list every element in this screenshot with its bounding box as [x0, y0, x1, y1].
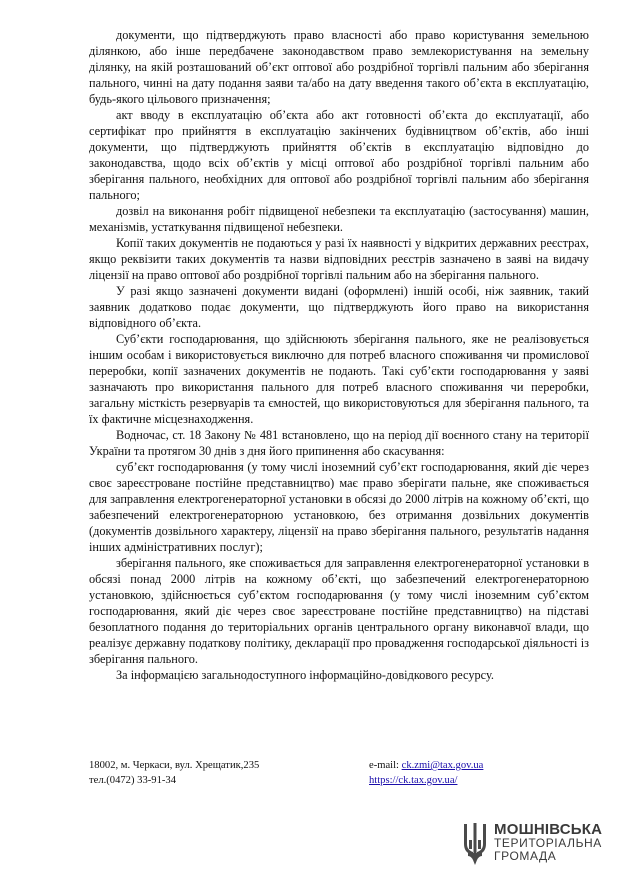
- footer-contacts: [89, 758, 339, 788]
- community-logo: [462, 820, 608, 868]
- paragraph: Суб’єкти господарювання, що здійснюють зберігання пального, яке не реалізовується іншим особам і використовується виключно для потреб власного споживання чи промислової переробки, копії зазначених документів не подають. Такі суб’єкти господарювання у заяві зазначають про використання пального для потреб власного споживання чи переробки, загальну місткість резервуарів та ємностей, що використовуються для зберігання пального, та їх фактичне місцезнаходження.: [89, 332, 589, 426]
- paragraph: У разі якщо зазначені документи видані (оформлені) іншій особі, ніж заявник, такий заявник додатково подає документи, що підтверджують його право на використання відповідного об’єкта.: [89, 284, 589, 330]
- footer-address: 18002, м. Черкаси, вул. Хрещатик,235: [89, 760, 260, 771]
- trident-icon: [462, 822, 488, 866]
- paragraph: акт вводу в експлуатацію об’єкта або акт готовності об’єкта до експлуатації, або сертифікат про прийняття в експлуатацію закінчених будівництвом об’єктів, або інші документи, що підтверджують прийняття об’єктів в експлуатацію відповідно до законодавства, щодо всіх об’єктів у місці оптової або роздрібної торгівлі пальним або зберігання пального, необхідних для оптової або роздрібної торгівлі пальним або зберігання пального;: [89, 108, 589, 202]
- paragraph: Водночас, ст. 18 Закону № 481 встановлено, що на період дії воєнного стану на території України та протягом 30 днів з дня його припинення або скасування:: [89, 428, 589, 458]
- logo-subtitle-1: ТЕРИТОРІАЛЬНА: [494, 836, 602, 850]
- logo-title: МОШНІВСЬКА: [494, 821, 603, 838]
- document-body: [89, 27, 589, 683]
- paragraph: суб’єкт господарювання (у тому числі іноземний суб’єкт господарювання, який діє через своє зареєстроване постійне представництво) має право зберігати пальне, яке споживається для заправлення електрогенераторної установки в обсязі до 2000 літрів на кожному об’єкті, що забезпечений електрогенераторною установкою, без отримання дозвільних документів (документів дозвільного характеру, ліцензії на право зберігання пального, результатів надання інших адміністративних послуг);: [89, 460, 589, 554]
- paragraph: За інформацією загальнодоступного інформаційно-довідкового ресурсу.: [116, 668, 494, 682]
- website-link[interactable]: https://ck.tax.gov.ua/: [369, 775, 458, 786]
- footer-phone: тел.(0472) 33-91-34: [89, 775, 176, 786]
- paragraph: Копії таких документів не подаються у разі їх наявності у відкритих державних реєстрах, якщо реквізити таких документів та назви відповідних реєстрів зазначено в заяві на видачу ліцензії на право оптової або роздрібної торгівлі пальним або на зберігання пального.: [89, 236, 589, 282]
- paragraph: зберігання пального, яке споживається для заправлення електрогенераторної установки в обсязі понад 2000 літрів на кожному об’єкті, що забезпечений електрогенераторною установкою, здійснюється суб’єктом господарювання (у тому числі іноземним суб’єктом господарювання, який діє через своє зареєстроване постійне представництво) на підставі безоплатного подання до територіальних органів центрального органу виконавчої влади, що реалізує державну податкову політику, декларації про провадження господарської діяльності із зберігання пального.: [89, 556, 589, 666]
- footer-online: [369, 758, 549, 788]
- email-label: e-mail:: [369, 760, 402, 771]
- paragraph: документи, що підтверджують право власності або право користування земельною ділянкою, або інше передбачене законодавством право землекористування на земельну ділянку, на якій розташований об’єкт оптової або роздрібної торгівлі пальним або зберігання пального, чинні на дату подання заяви та/або на дату введення такого об’єкта в експлуатацію, будь-якого цільового призначення;: [89, 28, 589, 106]
- logo-text: [494, 822, 602, 862]
- paragraph: дозвіл на виконання робіт підвищеної небезпеки та експлуатацію (застосування) машин, механізмів, устаткування підвищеної небезпеки.: [89, 204, 589, 234]
- logo-subtitle-2: ГРОМАДА: [494, 848, 557, 863]
- footer-email-line: [369, 758, 549, 773]
- email-link[interactable]: ck.zmi@tax.gov.ua: [401, 760, 484, 771]
